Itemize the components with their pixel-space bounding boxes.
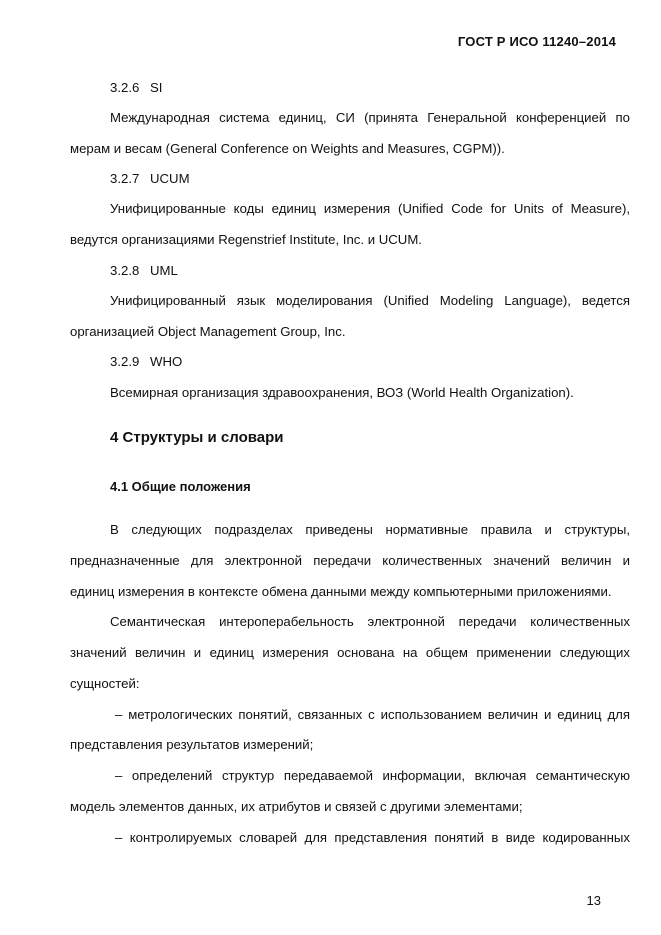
term-heading-who <box>110 354 630 370</box>
term-abbr: UCUM <box>150 171 190 186</box>
paragraph-line: предназначенные для электронной передачи количественных значений величин и <box>70 553 630 568</box>
paragraph-line: Семантическая интероперабельность электронной передачи количественных <box>110 614 630 629</box>
list-item-line: модель элементов данных, их атрибутов и связей с другими элементами; <box>70 799 523 814</box>
term-number: 3.2.9 <box>110 354 140 369</box>
paragraph-line: единиц измерения в контексте обмена данными между компьютерными приложениями. <box>70 584 612 599</box>
term-heading-si <box>110 80 630 96</box>
term-heading-uml <box>110 263 630 279</box>
paragraph-line: сущностей: <box>70 676 140 691</box>
document-header: ГОСТ Р ИСО 11240–2014 <box>457 34 616 49</box>
list-item-line: представления результатов измерений; <box>70 737 314 752</box>
term-abbr: SI <box>150 80 163 95</box>
list-item-line: – определений структур передаваемой информации, включая семантическую <box>115 768 630 783</box>
term-number: 3.2.6 <box>110 80 140 95</box>
term-definition-line: Унифицированные коды единиц измерения (Unified Code for Units of Measure), <box>110 201 630 216</box>
list-item-line: – метрологических понятий, связанных с использованием величин и единиц для <box>115 707 630 722</box>
term-definition-line: организацией Object Management Group, Inc. <box>70 324 346 339</box>
subsection-heading: 4.1 Общие положения <box>110 479 251 494</box>
term-number: 3.2.7 <box>110 171 140 186</box>
term-definition-line: Унифицированный язык моделирования (Unified Modeling Language), ведется <box>110 293 630 308</box>
term-definition-line: ведутся организациями Regenstrief Institute, Inc. и UCUM. <box>70 232 422 247</box>
term-definition-line: мерам и весам (General Conference on Weights and Measures, CGPM)). <box>70 141 505 156</box>
list-item-line: – контролируемых словарей для представления понятий в виде кодированных <box>115 830 630 845</box>
term-abbr: WHO <box>150 354 183 369</box>
paragraph-line: В следующих подразделах приведены нормативные правила и структуры, <box>110 522 630 537</box>
term-abbr: UML <box>150 263 178 278</box>
term-number: 3.2.8 <box>110 263 140 278</box>
term-definition-line: Международная система единиц, СИ (принята Генеральной конференцией по <box>110 110 630 125</box>
section-heading: 4 Структуры и словари <box>110 429 284 446</box>
term-definition-line: Всемирная организация здравоохранения, ВОЗ (World Health Organization). <box>110 385 574 400</box>
page-number: 13 <box>586 893 601 908</box>
term-heading-ucum <box>110 171 630 187</box>
paragraph-line: значений величин и единиц измерения основана на общем применении следующих <box>70 645 630 660</box>
